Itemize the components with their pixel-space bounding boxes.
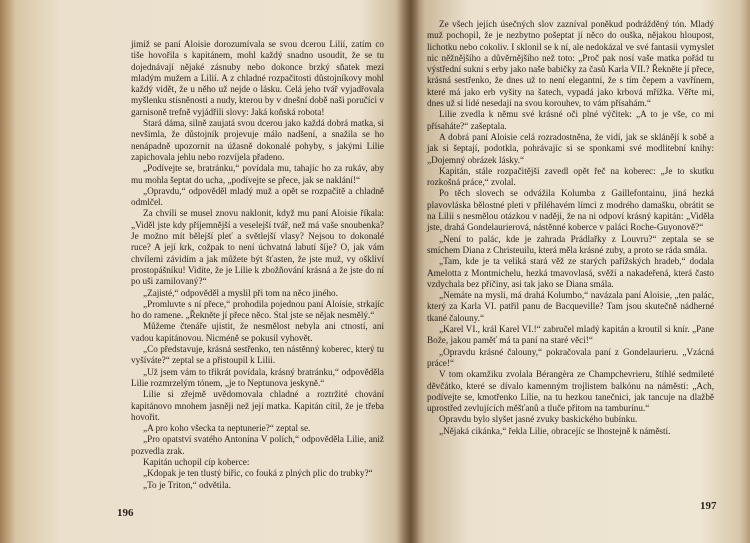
right-page-text <box>427 19 714 437</box>
paragraph: „Nemáte na mysli, má drahá Kolumbo,“ navázala paní Aloisie, „ten palác, který za Karla VI. patřil panu de Bacqueville? Tam jsou skutečně nádherné tkané čalouny.“ <box>427 290 714 323</box>
page-number: 197 <box>700 500 717 512</box>
paragraph: V tom okamžiku zvolala Bérangèra ze Champchevrieru, štíhlé sedmileté děvčátko, které se dívalo kamenným trojlistem balkónu na náměstí: „Ach, podívejte se, kmotřenko Lilie, na tu hezkou tanečnici, jak tancuje na dlažbě uprostřed zevlujících měšťanů a tluče přitom na tamburínu.“ <box>427 369 714 414</box>
paragraph: „Už jsem vám to třikrát povídala, krásný bratránku,“ odpověděla Lilie rozmrzelým tónem, „je to Neptunova jeskyně.“ <box>131 366 384 388</box>
paragraph: „Co představuje, krásná sestřenko, ten nástěnný koberec, který tu vyšíváte?“ zeptal se a přistoupil k Lilii. <box>131 344 384 366</box>
paragraph: „Tam, kde je ta veliká stará věž ze starých pařížských hradeb,“ dodala Amelotta z Montmichelu, hezká tmavovlasá, svěží a nakadeřená, která často vzdychala bez příčiny, asi tak jako se Diana smála. <box>427 256 714 289</box>
paragraph: Za chvíli se musel znovu naklonit, když mu paní Aloisie říkala: „Viděl jste kdy příjemnější a veselejší tvář, než má vaše snoubenka? Je možno mít bělejší pleť a světlejší vlasy? Nejsou to dokonalé ruce? A její krk, cožpak to není úchvatná labutí šíje? O, jak vám chvílemi závidím a jak můžete být šťasten, že jste muž, vy oškliví prostopášníku! Vidíte, že je Lilie k zbožňování krásná a že jste do ní po uši zamilovaný?“ <box>131 208 384 287</box>
paragraph: Lilie zvedla k němu své krásné oči plné výčitek: „A to je vše, co mi přísaháte?“ zašeptala. <box>427 109 714 131</box>
paragraph: „Kdopak je ten tlustý biřic, co fouká z plných plic do trubky?“ <box>143 468 373 479</box>
paragraph: „Není to palác, kde je zahrada Prádlařky z Louvru?“ zeptala se se smíchem Diana z Christeuilu, která měla krásné zuby, a proto se ráda smála. <box>427 233 714 255</box>
paragraph: Lilie si zřejmě uvědomovala chladné a roztržité chování kapitánovo mnohem jasněji než její matka. Kapitán cítil, že je třeba hovořit. <box>131 389 384 422</box>
paragraph: „A pro koho všecka ta neptunerie?“ zeptal se. <box>143 423 311 434</box>
paragraph: „Karel VI., král Karel VI.!“ zabručel mladý kapitán a kroutil si knír. „Pane Bože, jakou paměť má ta paní na staré věci!“ <box>427 324 714 346</box>
page-number: 196 <box>117 507 134 519</box>
paragraph: A dobrá paní Aloisie celá rozradostněna, že vidí, jak se sklánějí k sobě a jak si šeptají, podotkla, pohrávajíc si se sponkami své modlitební knihy: „Dojemný obrázek lásky.“ <box>427 131 714 165</box>
paragraph: Můžeme čtenáře ujistit, že nesmělost nebyla ani ctností, ani vadou kapitánovou. Nicméně se pokusil vyhovět. <box>131 321 384 343</box>
paragraph: „Opravdu krásné čalouny,“ pokračovala paní z Gondelaurieru. „Vzácná práce!“ <box>427 346 714 368</box>
paragraph: „Opravdu,“ odpověděl mladý muž a opět se rozpačitě a chladně odmlčel. <box>131 185 384 208</box>
paragraph: Ze všech jejích úsečných slov zazníval poněkud podrážděný tón. Mladý muž pochopil, že je nezbytno pošeptat jí něco do ouška, nějakou hloupost, lichotku nebo cokoliv. I sklonil se k ní, ale nedokázal ve své fantasii vymyslet nic něžnějšího a důvěrnějšího než toto: „Proč pak nosí vaše matka pořád tu výstřední sukni s erby jako naše babičky za časů Karla VII.? Řekněte jí přece, krásná sestřenko, že dnes už to není elegantní, že s tím čepem a vavřínem, které má jako erb vyšity na šatech, vypadá jako krbová mřížka. Věřte mi, dnes už si lidé nesedají na svou korouhev, to vám přísahám.“ <box>427 19 714 109</box>
paragraph: „To je Triton,“ odvětila. <box>143 479 231 490</box>
paragraph: Kapitán uchopil cíp koberce: <box>143 456 250 467</box>
paragraph: „Pro opatství svatého Antonína V polích,“ odpověděla Lilie, aniž pozvedla zrak. <box>131 434 384 456</box>
paragraph: „Promluvte s ní přece,“ prohodila pojednou paní Aloisie, strkajíc ho do ramene. „Řekněte jí přece něco. Stal jste se nějak nesmělý.“ <box>131 298 384 321</box>
paragraph: „Nějaká cikánka,“ řekla Lilie, obracejíc se lhostejně k náměstí. <box>439 425 671 436</box>
paragraph: Po těch slovech se odvážila Kolumba z Gaillefontainu, jiná hezká plavovláska bělostné pleti v přiléhavém límci z modrého damašku, obrátit se na Lilii s nesmělou otázkou v naději, že na ni odpoví krásný kapitán: „Viděla jste, drahá Gondelaurierová, nástěnné koberce v paláci Roche-Guyonově?“ <box>427 188 714 233</box>
paragraph: „Zajisté,“ odpověděl a myslil při tom na něco jiného. <box>143 287 338 298</box>
book-gutter <box>395 0 425 543</box>
paragraph: Stará dáma, silně zaujatá svou dcerou jako každá dobrá matka, si nevšimla, že důstojník projevuje málo nadšení, a snažila se ho nenápadně upozornit na úžasně dokonalé pohyby, s jakými Lilie zapichovala jehlu nebo rozvíjela přadeno. <box>131 118 384 162</box>
paragraph: Kapitán, stále rozpačitější zavedl opět řeč na koberec: „Je to skutku rozkošná práce,“ zvolal. <box>427 165 714 188</box>
paragraph: jimiž se paní Aloisie dorozumívala se svou dcerou Lilií, zatím co tiše hovořila s kapitánem, mohl každý snadno usoudit, že se tu dojednávají nějaké zásnuby nebo dokonce brzký sňatek mezi mladým mužem a Lilií. A z chladné rozpačitosti důstojníkovy mohl každý vidět, že u něho už nejde o lásku. Celá jeho tvář vyjadřovala myšlenku stísněnosti a nudy, kterou by v dnešní době naši poručíci v garnisoně trefně vyjádřili slovy: Jaká koňská robota! <box>131 39 384 117</box>
right-page <box>410 0 750 543</box>
paragraph: „Podívejte se, bratránku,“ povídala mu, tahajíc ho za rukáv, aby mu mohla šeptat do ucha, „podívejte se přece, jak se naklání!“ <box>131 163 384 185</box>
left-page-text <box>131 39 384 491</box>
paragraph: Opravdu bylo slyšet jasné zvuky baskického bubínku. <box>439 414 638 425</box>
